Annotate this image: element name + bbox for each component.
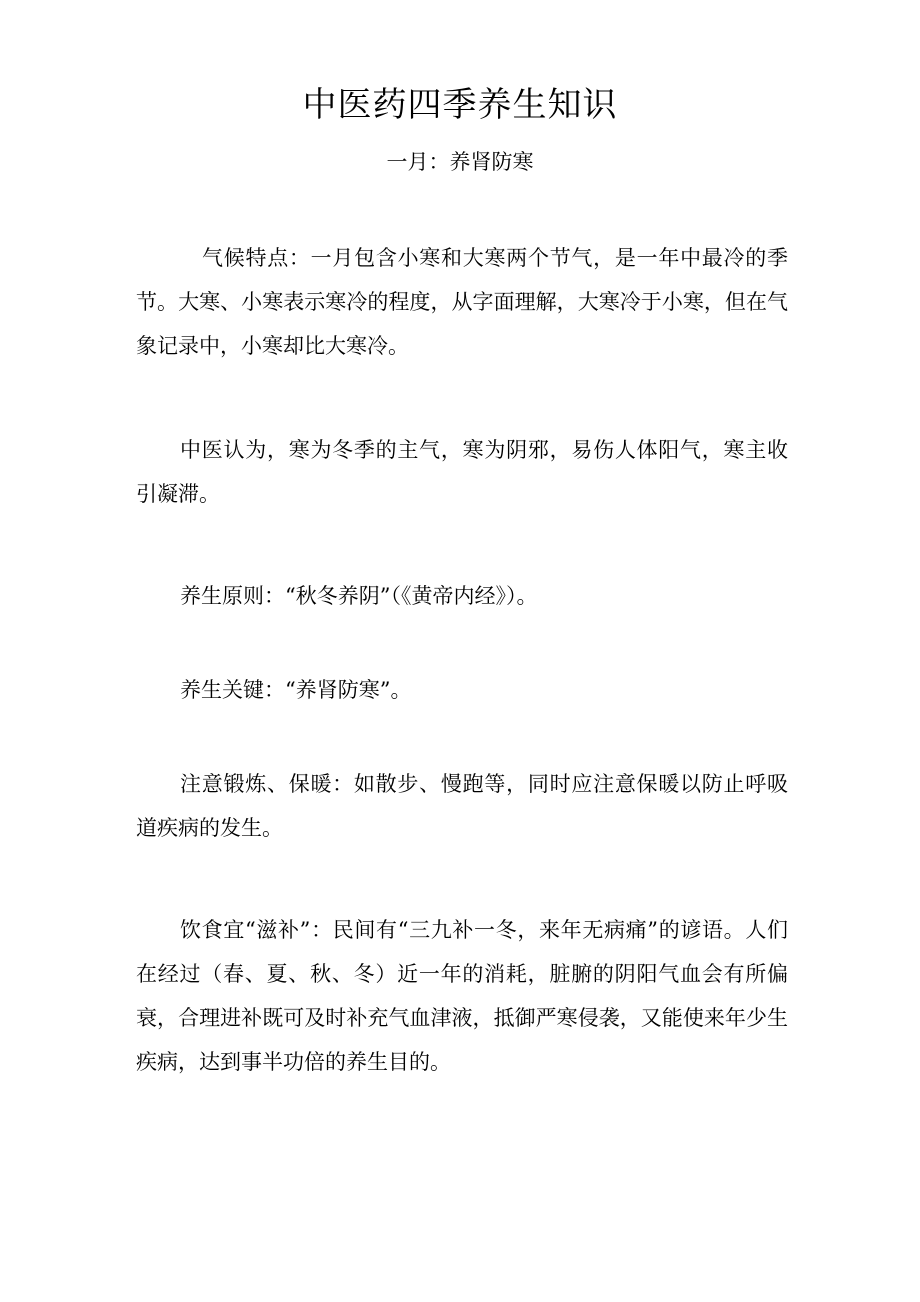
document-subtitle: 一月：养肾防寒 — [386, 150, 534, 174]
paragraph-principle: 养生原则：“秋冬养阴”（《黄帝内经》）。 — [180, 584, 538, 608]
paragraph-exercise: 注意锻炼、保暖：如散步、慢跑等，同时应注意保暖以防止呼吸道疾病的发生。 — [136, 772, 788, 840]
paragraph-climate: 气候特点：一月包含小寒和大寒两个节气，是一年中最冷的季节。大寒、小寒表示寒冷的程度，从字面理解，大寒冷于小寒，但在气象记录中，小寒却比大寒冷。 — [136, 246, 788, 358]
paragraph-tcm-view: 中医认为，寒为冬季的主气，寒为阴邪，易伤人体阳气，寒主收引凝滞。 — [136, 438, 788, 506]
document-title: 中医药四季养生知识 — [302, 85, 618, 125]
paragraph-key-point: 养生关键：“养肾防寒”。 — [180, 678, 412, 702]
paragraph-diet: 饮食宜“滋补”：民间有“三九补一冬，来年无病痛”的谚语。人们在经过（春、夏、秋、冬）近一年的消耗，脏腑的阴阳气血会有所偏衰，合理进补既可及时补充气血津液，抵御严寒侵袭，又能使来年少生疾病，达到事半功倍的养生目的。 — [136, 918, 788, 1074]
